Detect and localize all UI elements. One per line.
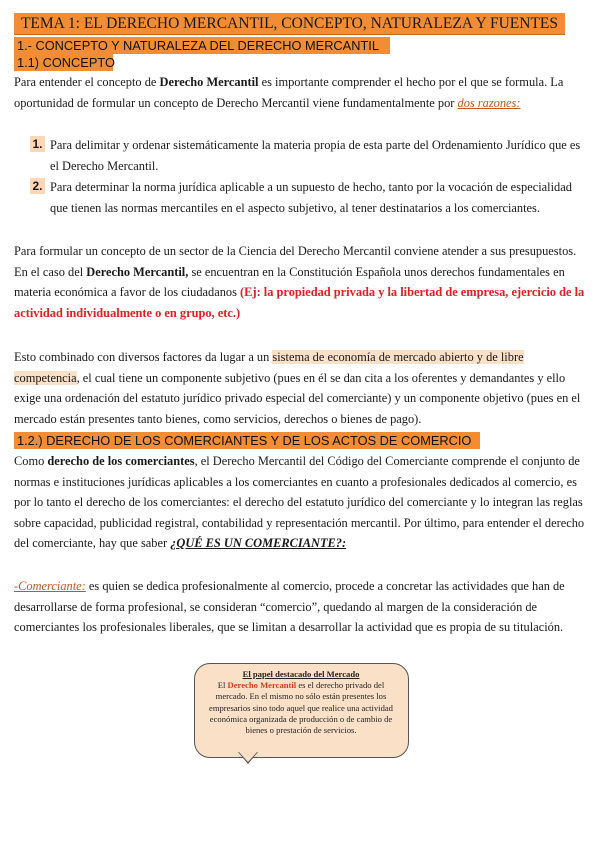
highlight-market-system: sistema de economía de mercado abierto y de libre competencia [14,350,524,385]
red-example: (Ej: la propiedad privada y la libertad de empresa, ejercicio de la actividad individualmente o en grupo, etc.) [14,285,585,320]
bold-term: derecho de los comerciantes [47,454,195,468]
paragraph-economia-mercado: Esto combinado con diversos factores da lugar a un sistema de economía de mercado abierto y de libre competencia, el cual tiene un componente subjetivo (pues en él se dan cita a los oferentes y demandantes y ello exige una ordenación del estatuto jurídico privado especial del comerciante) y un componente objetivo (pues en el mercado están presentes tanto bienes, como servicios, derechos o bienes de pago). [14,350,581,426]
section-heading-1: 1.- CONCEPTO Y NATURALEZA DEL DERECHO MERCANTIL [14,37,390,54]
highlight-reasons: dos razones: [457,95,521,110]
paragraph-derecho-comerciantes: Como derecho de los comerciantes, el Derecho Mercantil del Código del Comerciante comprende el conjunto de normas e instituciones jurídicas aplicables a los comerciantes en cuanto a profesionales dedicados al comercio, es por lo tanto el derecho de los comerciantes: el derecho del estatuto jurídico del comerciante y lo integran las reglas sobre capacidad, publicidad registral, contabilidad y representación mercantil. Por último, para entender el derecho del comerciante, hay que saber ¿QUÉ ES UN COMERCIANTE?: [14,454,585,550]
list-item-text: Para delimitar y ordenar sistemáticamente la materia propia de esta parte del Ordenamiento Jurídico que es el Derecho Mercantil. [50,138,581,173]
question-comerciante: ¿QUÉ ES UN COMERCIANTE?: [170,536,347,550]
term-comerciante: -Comerciante: [14,579,86,593]
subsection-heading-1-2: 1.2.) DERECHO DE LOS COMERCIANTES Y DE LOS ACTOS DE COMERCIO [14,432,480,449]
bold-term: Derecho Mercantil, [86,264,189,279]
list-item [30,135,585,173]
paragraph-concept: Para entender el concepto de Derecho Mercantil es importante comprender el hecho por el que se formula. La oportunidad de formular un concepto de Derecho Mercantil viene fundamentalmente por dos razones: [14,75,564,110]
bold-term: Derecho Mercantil [159,75,259,89]
list-item-text: Para determinar la norma jurídica aplicable a un supuesto de hecho, tanto por la vocación de especialidad que tienen las normas mercantiles en el aspecto subjetivo, al tener destinatarios a los comerciantes. [50,180,572,215]
paragraph-comerciante-def: -Comerciante: es quien se dedica profesionalmente al comercio, procede a concretar las actividades que han de desarrollarse de forma profesional, se consideran “comercio”, quedando al margen de la consideración de comerciantes los profesionales liberales, que se limitan a desarrollar la actividad que es propia de su titulación. [14,579,565,634]
callout-title: El papel destacado del Mercado [242,669,360,679]
list-item [30,177,585,215]
list-number: 2. [30,178,45,194]
subsection-heading-1-1: 1.1) CONCEPTO [14,54,113,71]
list-number: 1. [30,136,45,152]
callout-text: El papel destacado del Mercado El Derecho Mercantil es el derecho privado del mercado. En el mismo no sólo están presentes los empresarios sino todo aquel que realice una actividad económica organizada de producción o de cambio de bienes o prestación de servicios. [204,669,398,736]
callout-emphasis: Derecho Mercantil [227,680,297,691]
page-title: TEMA 1: EL DERECHO MERCANTIL, CONCEPTO, NATURALEZA Y FUENTES [14,13,565,35]
paragraph-presupuestos: Para formular un concepto de un sector de la Ciencia del Derecho Mercantil conviene atender a sus presupuestos. En el caso del Derecho Mercantil, se encuentran en la Constitución Española unos derechos fundamentales en materia económica a favor de los ciudadanos (Ej: la propiedad privada y la libertad de empresa, ejercicio de la actividad individualmente o en grupo, etc.) [14,244,585,320]
